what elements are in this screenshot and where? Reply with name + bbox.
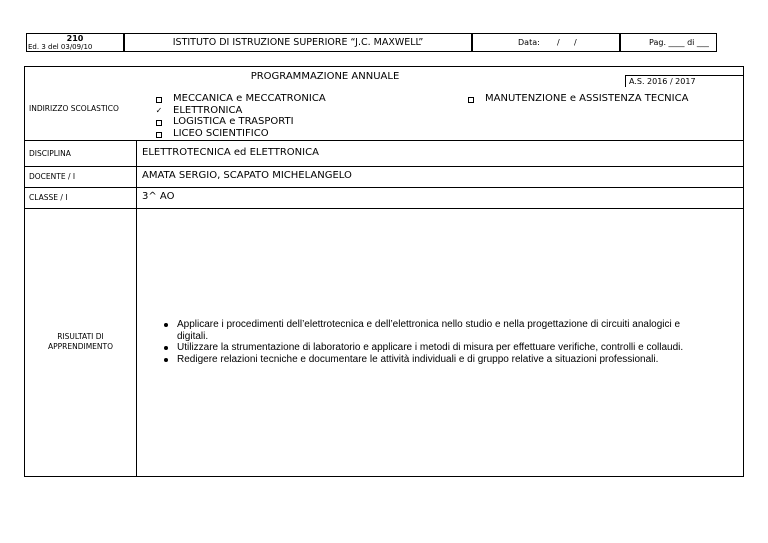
- disciplina-row: [25, 141, 743, 167]
- list-item-text: Utilizzare la strumentazione di laboratorio e applicare i metodi di misura per effettuare verifiche, controlli e collaudi.: [177, 342, 684, 353]
- doc-code: 210: [66, 34, 84, 43]
- indirizzo-label: INDIRIZZO SCOLASTICO: [29, 104, 119, 113]
- disciplina-value: ELETTROTECNICA ed ELETTRONICA: [142, 147, 319, 158]
- page-cell: [620, 33, 717, 52]
- option-label: MANUTENZIONE e ASSISTENZA TECNICA: [485, 93, 689, 104]
- indirizzo-row: [25, 67, 743, 141]
- list-item: [161, 319, 741, 342]
- school-year-box: [625, 75, 743, 87]
- date-label: Data:: [518, 38, 540, 47]
- risultati-label: [25, 332, 136, 352]
- list-item-text: Applicare i procedimenti dell’elettrotecnica e dell’elettronica nello studio e nella progettazione di circuiti analogici e: [177, 319, 681, 330]
- column-divider: [136, 141, 137, 166]
- institute-cell: [124, 33, 472, 52]
- bullet-icon: [164, 323, 168, 327]
- list-item-text: digitali.: [177, 330, 209, 342]
- checkbox-empty-icon: [156, 120, 162, 126]
- list-item: [161, 342, 741, 354]
- doc-edition: Ed. 3 del 03/09/10: [28, 43, 93, 51]
- column-divider: [136, 167, 137, 187]
- docente-value: AMATA SERGIO, SCAPATO MICHELANGELO: [142, 170, 352, 181]
- risultati-label-line: APPRENDIMENTO: [47, 342, 114, 351]
- docente-label: DOCENTE / I: [29, 172, 76, 181]
- indirizzo-options-right: [465, 93, 688, 105]
- option-label: MECCANICA e MECCATRONICA: [173, 93, 326, 104]
- risultati-list: [161, 319, 741, 365]
- doc-code-cell: [26, 33, 124, 52]
- docente-row: [25, 167, 743, 188]
- list-item: [161, 354, 741, 366]
- checkbox-empty-icon: [156, 132, 162, 138]
- risultati-label-line: RISULTATI DI: [57, 332, 104, 341]
- option-liceo: [153, 128, 326, 140]
- document-title: PROGRAMMAZIONE ANNUALE: [250, 71, 400, 82]
- bullet-icon: [164, 346, 168, 350]
- list-item-text: Redigere relazioni tecniche e documentare le attività individuali e di gruppo relative a situazioni professionali.: [177, 353, 659, 365]
- date-cell: [472, 33, 620, 52]
- disciplina-label: DISCIPLINA: [29, 149, 71, 158]
- page-label: Pag. ____ di ___: [649, 38, 709, 47]
- classe-label: CLASSE / I: [29, 193, 68, 202]
- date-separator: /: [574, 38, 577, 47]
- date-separator: /: [557, 38, 560, 47]
- programmazione-table: [24, 66, 744, 477]
- option-elettronica: [153, 105, 326, 117]
- indirizzo-options: [153, 93, 326, 139]
- checkbox-empty-icon: [156, 97, 162, 103]
- column-divider: [136, 188, 137, 208]
- checkbox-empty-icon: [468, 97, 474, 103]
- classe-row: [25, 188, 743, 209]
- institute-name: ISTITUTO DI ISTRUZIONE SUPERIORE “J.C. MAXWELL”: [172, 37, 424, 48]
- classe-value: 3^ AO: [142, 191, 175, 202]
- option-label: LICEO SCIENTIFICO: [173, 127, 269, 139]
- option-label: LOGISTICA e TRASPORTI: [173, 116, 294, 127]
- bullet-icon: [164, 358, 168, 362]
- school-year: A.S. 2016 / 2017: [629, 77, 696, 86]
- column-divider: [136, 209, 137, 476]
- option-meccanica: [153, 93, 326, 105]
- option-label: ELETTRONICA: [173, 104, 243, 116]
- checkmark-icon: ✓: [155, 105, 163, 115]
- option-logistica: [153, 116, 326, 128]
- option-manutenzione: [465, 93, 688, 105]
